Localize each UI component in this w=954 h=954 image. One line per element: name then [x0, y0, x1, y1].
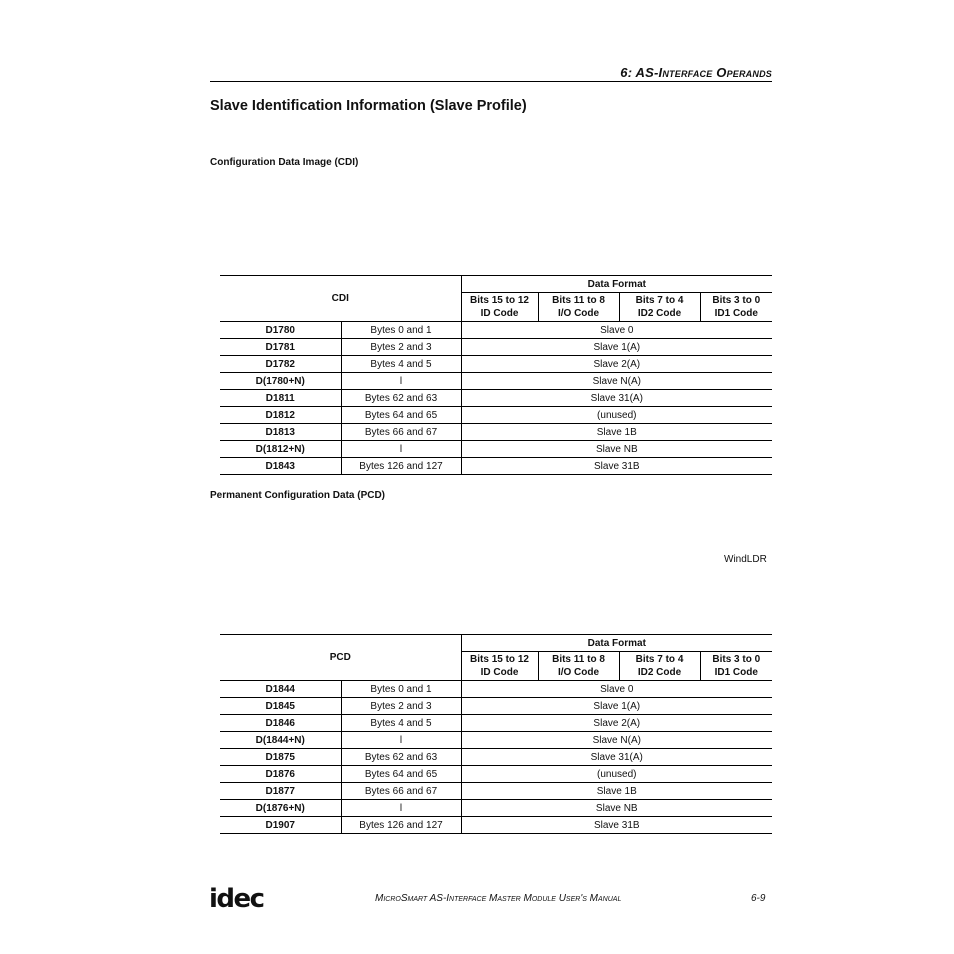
pcd-table	[220, 634, 772, 834]
pcd-bits-7-4-header: Bits 7 to 4 ID2 Code	[619, 652, 700, 681]
pcd-bits-11-8-header: Bits 11 to 8 I/O Code	[538, 652, 619, 681]
page-number: 6-9	[751, 893, 766, 904]
cdi-bits-15-12-header: Bits 15 to 12 ID Code	[461, 293, 538, 322]
pcd-heading: Permanent Configuration Data (PCD)	[210, 490, 386, 501]
slave-cell: Slave 0	[461, 681, 772, 698]
pcd-bits-15-12-header: Bits 15 to 12 ID Code	[461, 652, 538, 681]
register-cell: D1812	[220, 407, 341, 424]
register-cell: D1843	[220, 458, 341, 475]
table-row	[220, 732, 772, 749]
register-cell: D1844	[220, 681, 341, 698]
table-row	[220, 373, 772, 390]
bytes-cell: Bytes 4 and 5	[341, 715, 461, 732]
slave-cell: Slave 31(A)	[461, 749, 772, 766]
register-cell: D1876	[220, 766, 341, 783]
bytes-cell: Bytes 2 and 3	[341, 698, 461, 715]
cdi-corner-label: CDI	[220, 276, 461, 322]
bytes-cell: Bytes 66 and 67	[341, 424, 461, 441]
table-row	[220, 817, 772, 834]
bytes-cell: Bytes 62 and 63	[341, 390, 461, 407]
register-cell: D1781	[220, 339, 341, 356]
register-cell: D1782	[220, 356, 341, 373]
register-cell: D(1812+N)	[220, 441, 341, 458]
bytes-cell: l	[341, 800, 461, 817]
manual-title: MicroSmart AS-Interface Master Module User's Manual	[375, 893, 622, 904]
table-row	[220, 766, 772, 783]
table-row	[220, 800, 772, 817]
slave-cell: Slave 2(A)	[461, 715, 772, 732]
register-cell: D1813	[220, 424, 341, 441]
section-title: Slave Identification Information (Slave Profile)	[210, 98, 527, 114]
table-row	[220, 424, 772, 441]
cdi-data-format-header: Data Format	[461, 276, 772, 293]
table-row	[220, 407, 772, 424]
bytes-cell: Bytes 64 and 65	[341, 766, 461, 783]
slave-cell: Slave 1(A)	[461, 698, 772, 715]
bytes-cell: Bytes 126 and 127	[341, 817, 461, 834]
slave-cell: Slave 0	[461, 322, 772, 339]
register-cell: D1845	[220, 698, 341, 715]
register-cell: D1846	[220, 715, 341, 732]
slave-cell: Slave 1B	[461, 783, 772, 800]
register-cell: D(1780+N)	[220, 373, 341, 390]
slave-cell: Slave N(A)	[461, 732, 772, 749]
table-row	[220, 339, 772, 356]
windldr-note: WindLDR	[724, 554, 767, 565]
bytes-cell: l	[341, 732, 461, 749]
bytes-cell: Bytes 62 and 63	[341, 749, 461, 766]
pcd-bits-3-0-header: Bits 3 to 0 ID1 Code	[700, 652, 772, 681]
register-cell: D1780	[220, 322, 341, 339]
register-cell: D(1844+N)	[220, 732, 341, 749]
register-cell: D(1876+N)	[220, 800, 341, 817]
table-row	[220, 390, 772, 407]
slave-cell: (unused)	[461, 766, 772, 783]
slave-cell: Slave NB	[461, 441, 772, 458]
slave-cell: Slave N(A)	[461, 373, 772, 390]
slave-cell: (unused)	[461, 407, 772, 424]
table-row	[220, 356, 772, 373]
register-cell: D1877	[220, 783, 341, 800]
table-row	[220, 783, 772, 800]
slave-cell: Slave 2(A)	[461, 356, 772, 373]
slave-cell: Slave 1B	[461, 424, 772, 441]
table-row	[220, 322, 772, 339]
bytes-cell: Bytes 2 and 3	[341, 339, 461, 356]
table-row	[220, 458, 772, 475]
idec-logo: idec	[209, 884, 264, 914]
bytes-cell: Bytes 64 and 65	[341, 407, 461, 424]
bytes-cell: l	[341, 441, 461, 458]
table-row	[220, 441, 772, 458]
chapter-header: 6: AS-Interface Operands	[620, 65, 772, 80]
bytes-cell: Bytes 0 and 1	[341, 681, 461, 698]
slave-cell: Slave 31(A)	[461, 390, 772, 407]
register-cell: D1875	[220, 749, 341, 766]
slave-cell: Slave 1(A)	[461, 339, 772, 356]
slave-cell: Slave 31B	[461, 458, 772, 475]
cdi-table	[220, 275, 772, 475]
table-row	[220, 681, 772, 698]
slave-cell: Slave NB	[461, 800, 772, 817]
cdi-heading: Configuration Data Image (CDI)	[210, 157, 359, 168]
table-row	[220, 715, 772, 732]
bytes-cell: Bytes 66 and 67	[341, 783, 461, 800]
table-row	[220, 749, 772, 766]
header-rule	[210, 81, 772, 82]
bytes-cell: l	[341, 373, 461, 390]
slave-cell: Slave 31B	[461, 817, 772, 834]
bytes-cell: Bytes 0 and 1	[341, 322, 461, 339]
bytes-cell: Bytes 4 and 5	[341, 356, 461, 373]
pcd-corner-label: PCD	[220, 635, 461, 681]
pcd-data-format-header: Data Format	[461, 635, 772, 652]
cdi-bits-11-8-header: Bits 11 to 8 I/O Code	[538, 293, 619, 322]
table-row	[220, 698, 772, 715]
cdi-bits-7-4-header: Bits 7 to 4 ID2 Code	[619, 293, 700, 322]
bytes-cell: Bytes 126 and 127	[341, 458, 461, 475]
cdi-bits-3-0-header: Bits 3 to 0 ID1 Code	[700, 293, 772, 322]
register-cell: D1811	[220, 390, 341, 407]
register-cell: D1907	[220, 817, 341, 834]
